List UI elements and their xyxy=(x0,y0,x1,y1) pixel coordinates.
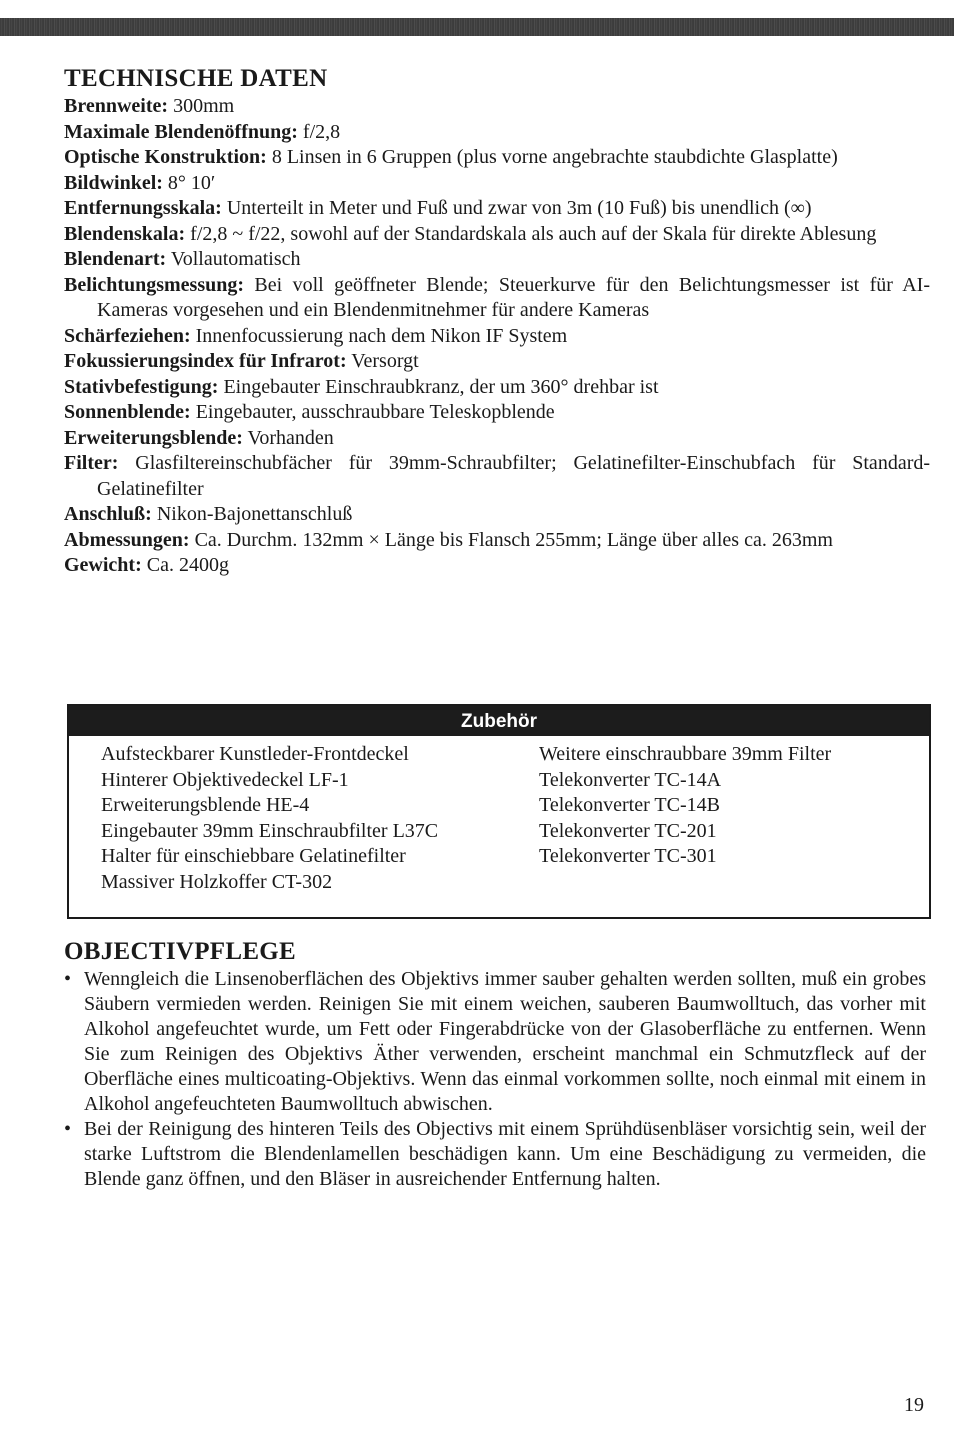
spec-item: Stativbefestigung: Eingebauter Einschraubkranz, der um 360° drehbar ist xyxy=(64,375,659,398)
lens-care-heading: OBJECTIVPFLEGE xyxy=(64,938,297,965)
spec-item: Fokussierungsindex für Infrarot: Versorgt xyxy=(64,350,419,372)
accessories-left-column xyxy=(101,742,539,895)
accessory-item: Hinterer Objektivedeckel LF-1 xyxy=(101,768,349,791)
spec-item: Bildwinkel: 8° 10′ xyxy=(64,171,216,194)
accessories-title: Zubehör xyxy=(69,706,929,736)
spec-item: Filter: Glasfiltereinschubfächer für 39mm-Schraubfilter; Gelatinefilter-Einschubfach für Standard-Gelatinefilter xyxy=(64,452,931,500)
spec-item: Brennweite: 300mm xyxy=(64,95,235,117)
bullet-icon: • xyxy=(64,1118,72,1140)
accessory-item: Telekonverter TC-201 xyxy=(539,819,717,842)
list-item: • Bei der Reinigung des hinteren Teils des Objectivs mit einem Sprühdüsenbläser vorsichtig sein, weil der starke Luftstrom die Blendenlamellen beschädigen kann. Um eine Beschädigung zu vermeiden, die Blende ganz öffnen, und den Bläser in ausreichender Entfernung halten. xyxy=(64,1118,926,1190)
accessory-item: Telekonverter TC-14B xyxy=(539,794,720,816)
spec-item: Gewicht: Ca. 2400g xyxy=(64,554,229,576)
spec-list xyxy=(64,94,930,579)
accessory-item: Weitere einschraubbare 39mm Filter xyxy=(539,743,832,765)
accessory-item: Telekonverter TC-14A xyxy=(539,768,722,791)
top-decorative-bar xyxy=(0,18,954,36)
tech-data-heading: TECHNISCHE DATEN xyxy=(64,65,328,92)
spec-item: Entfernungsskala: Unterteilt in Meter und Fuß und zwar von 3m (10 Fuß) bis unendlich (∞) xyxy=(64,197,812,219)
spec-item: Maximale Blendenöffnung: f/2,8 xyxy=(64,120,341,143)
spec-item: Erweiterungsblende: Vorhanden xyxy=(64,426,334,449)
spec-item: Sonnenblende: Eingebauter, ausschraubbare Teleskopblende xyxy=(64,401,555,423)
accessory-item: Massiver Holzkoffer CT-302 xyxy=(101,870,333,893)
bullet-icon: • xyxy=(64,968,72,990)
spec-item: Abmessungen: Ca. Durchm. 132mm × Länge bis Flansch 255mm; Länge über alles ca. 263mm xyxy=(64,528,833,551)
accessories-box xyxy=(67,704,931,919)
accessory-item: Halter für einschiebbare Gelatinefilter xyxy=(101,845,406,867)
lens-care-list xyxy=(64,967,926,1192)
accessory-item: Telekonverter TC-301 xyxy=(539,845,717,867)
spec-item: Blendenskala: f/2,8 ~ f/22, sowohl auf der Standardskala als auch auf der Skala für direkte Ablesung xyxy=(64,222,877,245)
accessory-item: Aufsteckbarer Kunstleder-Frontdeckel xyxy=(101,743,409,765)
list-item: • Wenngleich die Linsenoberflächen des Objektivs immer sauber gehalten werden sollten, muß ein grobes Säubern vermieden werden. Reinigen Sie mit einem weichen, sauberen Baumwolltuch, das vorher mit Alkohol angefeuchtet wurde, um Fett oder Fingerabdrücke von der Glasoberfläche zu entfernen. Wenn Sie zum Reinigen des Objektivs Äther verwenden, erscheint manchmal ein Schmutzfleck auf der Oberfläche eines multicoating-Objektivs. Wenn das einmal vorkommen sollte, noch einmal mit einem in Alkohol angefeuchteten Baumwolltuch abwischen. xyxy=(64,968,926,1115)
page-number: 19 xyxy=(904,1394,924,1416)
spec-item: Schärfeziehen: Innenfocussierung nach dem Nikon IF System xyxy=(64,324,568,347)
spec-item: Anschluß: Nikon-Bajonettanschluß xyxy=(64,503,353,525)
accessory-item: Erweiterungsblende HE-4 xyxy=(101,794,310,816)
spec-item: Optische Konstruktion: 8 Linsen in 6 Gruppen (plus vorne angebrachte staubdichte Glasplatte) xyxy=(64,146,838,168)
spec-item: Belichtungsmessung: Bei voll geöffneter Blende; Steuerkurve für den Belichtungsmesser ist für AI-Kameras vorgesehen und ein Blendenmitnehmer für andere Kameras xyxy=(64,273,930,321)
accessory-item: Eingebauter 39mm Einschraubfilter L37C xyxy=(101,819,439,842)
accessories-right-column xyxy=(539,742,831,895)
spec-item: Blendenart: Vollautomatisch xyxy=(64,248,301,270)
accessories-columns xyxy=(69,736,929,895)
